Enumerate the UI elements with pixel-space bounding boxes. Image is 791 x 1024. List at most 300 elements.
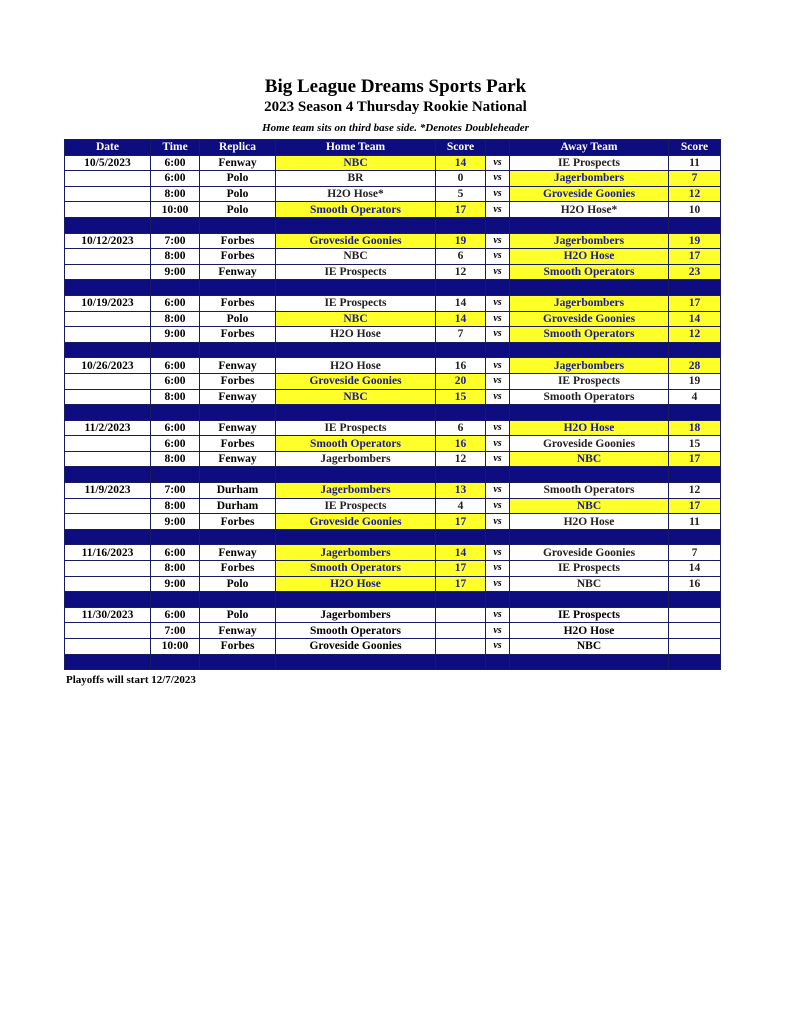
col-away-score: Score [669,140,721,156]
separator-cell [65,280,151,296]
separator-cell [510,217,669,233]
home-team-cell: Groveside Goonies [276,373,436,389]
week-separator [65,467,721,483]
separator-cell [151,405,200,421]
separator-cell [276,217,436,233]
time-cell: 9:00 [151,264,200,280]
away-team-cell: NBC [510,639,669,655]
time-cell: 10:00 [151,202,200,218]
home-team-cell: BR [276,171,436,187]
home-score-cell: 14 [436,155,486,171]
time-cell: 6:00 [151,171,200,187]
away-team-cell: IE Prospects [510,155,669,171]
away-team-cell: NBC [510,451,669,467]
separator-cell [436,467,486,483]
separator-cell [276,654,436,670]
date-cell [65,514,151,530]
date-cell: 11/30/2023 [65,607,151,623]
home-team-cell: NBC [276,389,436,405]
replica-cell: Polo [200,202,276,218]
separator-cell [200,467,276,483]
home-score-cell: 17 [436,202,486,218]
away-team-cell: Jagerbombers [510,171,669,187]
home-score-cell: 12 [436,264,486,280]
home-score-cell: 14 [436,311,486,327]
home-team-cell: Jagerbombers [276,545,436,561]
away-team-cell: Groveside Goonies [510,545,669,561]
separator-cell [510,592,669,608]
replica-cell: Fenway [200,545,276,561]
away-score-cell [669,639,721,655]
separator-cell [65,217,151,233]
away-score-cell: 12 [669,186,721,202]
time-cell: 8:00 [151,311,200,327]
home-team-cell: Jagerbombers [276,451,436,467]
separator-cell [276,467,436,483]
col-time: Time [151,140,200,156]
table-row [65,249,721,265]
separator-cell [486,342,510,358]
away-team-cell: H2O Hose [510,623,669,639]
away-score-cell: 11 [669,155,721,171]
separator-cell [65,467,151,483]
date-cell: 10/19/2023 [65,295,151,311]
separator-cell [151,592,200,608]
vs-cell: vs [486,295,510,311]
table-row [65,498,721,514]
away-score-cell: 17 [669,295,721,311]
table-row [65,420,721,436]
separator-cell [276,405,436,421]
date-cell: 11/2/2023 [65,420,151,436]
time-cell: 8:00 [151,249,200,265]
page-subtitle: 2023 Season 4 Thursday Rookie National [264,99,527,115]
date-cell [65,186,151,202]
away-team-cell: Smooth Operators [510,327,669,343]
date-cell [65,311,151,327]
replica-cell: Polo [200,607,276,623]
separator-cell [486,467,510,483]
separator-cell [276,342,436,358]
away-team-cell: Groveside Goonies [510,436,669,452]
separator-cell [486,529,510,545]
separator-cell [510,529,669,545]
home-team-cell: NBC [276,249,436,265]
replica-cell: Polo [200,171,276,187]
home-team-cell: H2O Hose* [276,186,436,202]
date-cell [65,639,151,655]
vs-cell: vs [486,264,510,280]
separator-cell [510,280,669,296]
time-cell: 8:00 [151,389,200,405]
replica-cell: Durham [200,498,276,514]
time-cell: 8:00 [151,186,200,202]
table-row [65,451,721,467]
home-team-cell: IE Prospects [276,498,436,514]
separator-cell [486,592,510,608]
home-score-cell: 4 [436,498,486,514]
separator-cell [436,280,486,296]
away-score-cell: 23 [669,264,721,280]
replica-cell: Forbes [200,514,276,530]
away-team-cell: Groveside Goonies [510,311,669,327]
home-score-cell: 0 [436,171,486,187]
time-cell: 6:00 [151,155,200,171]
schedule-body [65,155,721,670]
replica-cell: Fenway [200,264,276,280]
time-cell: 6:00 [151,545,200,561]
home-score-cell: 17 [436,561,486,577]
separator-cell [200,217,276,233]
table-row [65,436,721,452]
home-score-cell: 6 [436,420,486,436]
away-score-cell: 17 [669,451,721,467]
home-team-cell: Jagerbombers [276,483,436,499]
away-score-cell: 19 [669,233,721,249]
table-row [65,186,721,202]
vs-cell: vs [486,545,510,561]
replica-cell: Fenway [200,451,276,467]
separator-cell [510,405,669,421]
date-cell [65,202,151,218]
away-team-cell: NBC [510,498,669,514]
col-replica: Replica [200,140,276,156]
vs-cell: vs [486,436,510,452]
replica-cell: Forbes [200,561,276,577]
away-score-cell [669,607,721,623]
separator-cell [669,529,721,545]
table-row [65,373,721,389]
away-team-cell: Jagerbombers [510,358,669,374]
away-team-cell: Smooth Operators [510,264,669,280]
separator-cell [436,217,486,233]
table-row [65,171,721,187]
vs-cell: vs [486,451,510,467]
time-cell: 6:00 [151,358,200,374]
date-cell [65,373,151,389]
replica-cell: Forbes [200,233,276,249]
time-cell: 6:00 [151,295,200,311]
table-row [65,311,721,327]
time-cell: 7:00 [151,623,200,639]
time-cell: 6:00 [151,607,200,623]
separator-cell [151,342,200,358]
separator-cell [669,405,721,421]
table-row [65,639,721,655]
away-score-cell: 12 [669,327,721,343]
date-cell [65,264,151,280]
home-team-cell: Smooth Operators [276,561,436,577]
date-cell [65,561,151,577]
home-score-cell: 6 [436,249,486,265]
away-team-cell: Smooth Operators [510,389,669,405]
table-row [65,389,721,405]
away-score-cell: 17 [669,249,721,265]
table-row [65,202,721,218]
vs-cell: vs [486,561,510,577]
table-row [65,561,721,577]
separator-cell [65,654,151,670]
replica-cell: Polo [200,311,276,327]
table-row [65,358,721,374]
replica-cell: Forbes [200,373,276,389]
away-score-cell [669,623,721,639]
schedule-table [64,139,721,670]
col-date: Date [65,140,151,156]
separator-cell [669,592,721,608]
separator-cell [151,217,200,233]
doubleheader-note: Home team sits on third base side. *Denotes Doubleheader [262,122,529,134]
home-team-cell: Smooth Operators [276,436,436,452]
replica-cell: Polo [200,576,276,592]
date-cell [65,327,151,343]
home-score-cell: 5 [436,186,486,202]
replica-cell: Forbes [200,327,276,343]
vs-cell: vs [486,233,510,249]
home-score-cell: 17 [436,576,486,592]
time-cell: 7:00 [151,233,200,249]
away-team-cell: Smooth Operators [510,483,669,499]
replica-cell: Fenway [200,358,276,374]
away-team-cell: IE Prospects [510,373,669,389]
vs-cell: vs [486,483,510,499]
away-team-cell: Jagerbombers [510,295,669,311]
separator-cell [65,592,151,608]
separator-cell [669,467,721,483]
separator-cell [276,529,436,545]
replica-cell: Forbes [200,436,276,452]
table-row [65,576,721,592]
week-separator [65,654,721,670]
replica-cell: Fenway [200,623,276,639]
away-score-cell: 15 [669,436,721,452]
date-cell [65,623,151,639]
table-row [65,155,721,171]
time-cell: 6:00 [151,373,200,389]
away-score-cell: 16 [669,576,721,592]
date-cell [65,498,151,514]
replica-cell: Durham [200,483,276,499]
away-score-cell: 14 [669,561,721,577]
away-team-cell: IE Prospects [510,561,669,577]
replica-cell: Forbes [200,249,276,265]
separator-cell [276,592,436,608]
separator-cell [200,529,276,545]
date-cell: 10/12/2023 [65,233,151,249]
replica-cell: Forbes [200,639,276,655]
time-cell: 9:00 [151,514,200,530]
separator-cell [669,654,721,670]
time-cell: 9:00 [151,327,200,343]
separator-cell [486,405,510,421]
home-score-cell: 12 [436,451,486,467]
home-score-cell: 14 [436,545,486,561]
home-team-cell: IE Prospects [276,420,436,436]
vs-cell: vs [486,358,510,374]
time-cell: 8:00 [151,561,200,577]
week-separator [65,592,721,608]
home-team-cell: Groveside Goonies [276,514,436,530]
away-score-cell: 10 [669,202,721,218]
home-team-cell: Smooth Operators [276,202,436,218]
home-team-cell: NBC [276,311,436,327]
home-team-cell: H2O Hose [276,327,436,343]
replica-cell: Fenway [200,155,276,171]
separator-cell [276,280,436,296]
time-cell: 10:00 [151,639,200,655]
time-cell: 8:00 [151,451,200,467]
separator-cell [151,529,200,545]
date-cell [65,451,151,467]
separator-cell [436,342,486,358]
away-team-cell: Jagerbombers [510,233,669,249]
separator-cell [65,405,151,421]
separator-cell [510,342,669,358]
home-score-cell: 19 [436,233,486,249]
date-cell: 11/16/2023 [65,545,151,561]
table-row [65,264,721,280]
col-away-team: Away Team [510,140,669,156]
home-score-cell [436,623,486,639]
separator-cell [151,654,200,670]
time-cell: 9:00 [151,576,200,592]
separator-cell [200,592,276,608]
table-row [65,545,721,561]
header-row [65,140,721,156]
separator-cell [65,529,151,545]
vs-cell: vs [486,327,510,343]
time-cell: 8:00 [151,498,200,514]
away-score-cell: 17 [669,498,721,514]
home-team-cell: Smooth Operators [276,623,436,639]
vs-cell: vs [486,420,510,436]
away-score-cell: 18 [669,420,721,436]
date-cell: 11/9/2023 [65,483,151,499]
separator-cell [486,217,510,233]
separator-cell [436,405,486,421]
home-score-cell: 17 [436,514,486,530]
replica-cell: Fenway [200,420,276,436]
col-home-score: Score [436,140,486,156]
away-score-cell: 11 [669,514,721,530]
away-team-cell: IE Prospects [510,607,669,623]
home-team-cell: Groveside Goonies [276,233,436,249]
away-team-cell: H2O Hose [510,249,669,265]
home-team-cell: H2O Hose [276,576,436,592]
away-score-cell: 12 [669,483,721,499]
date-cell: 10/5/2023 [65,155,151,171]
table-row [65,623,721,639]
away-score-cell: 7 [669,545,721,561]
week-separator [65,280,721,296]
home-team-cell: IE Prospects [276,264,436,280]
table-row [65,607,721,623]
vs-cell: vs [486,576,510,592]
separator-cell [486,654,510,670]
replica-cell: Fenway [200,389,276,405]
week-separator [65,342,721,358]
home-score-cell: 16 [436,436,486,452]
replica-cell: Forbes [200,295,276,311]
separator-cell [510,654,669,670]
time-cell: 6:00 [151,436,200,452]
date-cell [65,436,151,452]
table-row [65,483,721,499]
vs-cell: vs [486,498,510,514]
home-team-cell: NBC [276,155,436,171]
vs-cell: vs [486,373,510,389]
home-team-cell: H2O Hose [276,358,436,374]
away-team-cell: H2O Hose [510,420,669,436]
col-vs [486,140,510,156]
separator-cell [669,342,721,358]
separator-cell [65,342,151,358]
table-row [65,295,721,311]
away-team-cell: NBC [510,576,669,592]
away-team-cell: H2O Hose [510,514,669,530]
vs-cell: vs [486,186,510,202]
date-cell [65,389,151,405]
week-separator [65,529,721,545]
home-score-cell: 20 [436,373,486,389]
table-row [65,327,721,343]
table-row [65,514,721,530]
separator-cell [669,217,721,233]
home-team-cell: Groveside Goonies [276,639,436,655]
date-cell [65,249,151,265]
vs-cell: vs [486,607,510,623]
replica-cell: Polo [200,186,276,202]
col-home-team: Home Team [276,140,436,156]
home-score-cell [436,607,486,623]
vs-cell: vs [486,639,510,655]
time-cell: 7:00 [151,483,200,499]
separator-cell [436,592,486,608]
home-score-cell [436,639,486,655]
separator-cell [436,529,486,545]
away-team-cell: H2O Hose* [510,202,669,218]
date-cell [65,576,151,592]
date-cell: 10/26/2023 [65,358,151,374]
vs-cell: vs [486,155,510,171]
table-row [65,233,721,249]
playoffs-note: Playoffs will start 12/7/2023 [66,674,196,686]
home-score-cell: 7 [436,327,486,343]
separator-cell [510,467,669,483]
home-team-cell: Jagerbombers [276,607,436,623]
separator-cell [151,280,200,296]
vs-cell: vs [486,202,510,218]
vs-cell: vs [486,311,510,327]
home-team-cell: IE Prospects [276,295,436,311]
time-cell: 6:00 [151,420,200,436]
away-score-cell: 7 [669,171,721,187]
vs-cell: vs [486,249,510,265]
home-score-cell: 16 [436,358,486,374]
week-separator [65,405,721,421]
home-score-cell: 14 [436,295,486,311]
date-cell [65,171,151,187]
vs-cell: vs [486,389,510,405]
separator-cell [200,280,276,296]
vs-cell: vs [486,623,510,639]
home-score-cell: 15 [436,389,486,405]
separator-cell [200,654,276,670]
home-score-cell: 13 [436,483,486,499]
away-score-cell: 28 [669,358,721,374]
separator-cell [151,467,200,483]
separator-cell [486,280,510,296]
